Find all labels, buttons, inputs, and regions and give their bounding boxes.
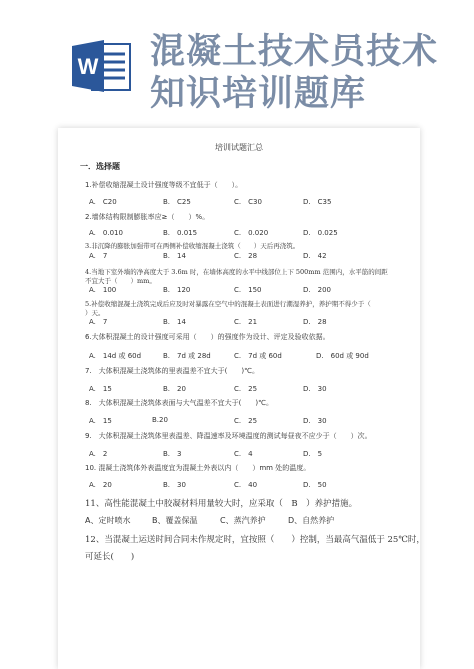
option-b: B.20 bbox=[152, 416, 168, 424]
question-text-cont: 可延长( ) bbox=[85, 552, 135, 562]
page-title-line-2: 知识培训题库 bbox=[150, 73, 367, 114]
question-text: 11、高性能混凝土中胶凝材料用量较大时，应采取（ B ）养护措施。 bbox=[85, 499, 358, 509]
option-b: B. C25 bbox=[163, 198, 191, 206]
svg-text:W: W bbox=[77, 54, 99, 79]
question-text-cont: ）天。 bbox=[85, 309, 105, 317]
option-d: D. 30 bbox=[303, 385, 327, 393]
question-text: 1.补偿收缩混凝土设计强度等级不宜低于（ ）。 bbox=[85, 181, 243, 189]
option-a: A. 100 bbox=[89, 286, 117, 294]
option-c: C. 4 bbox=[234, 450, 253, 458]
option-c: C、蒸汽养护 bbox=[220, 516, 266, 525]
option-c: C. 21 bbox=[234, 318, 258, 326]
option-a: A、定时喷水 bbox=[85, 516, 131, 525]
question-text: 6.大体积混凝土的设计强度可采用（ ）的强度作为设计、评定及验收依据。 bbox=[85, 333, 330, 341]
page-title-line-1: 混凝土技术员技术 bbox=[150, 31, 439, 72]
option-c: C. 40 bbox=[234, 481, 258, 489]
option-b: B. 3 bbox=[163, 450, 182, 458]
option-b: B. 120 bbox=[163, 286, 191, 294]
option-c: C. 25 bbox=[234, 385, 258, 393]
word-doc-icon bbox=[70, 38, 132, 94]
section-heading: 一．选择题 bbox=[80, 162, 120, 171]
option-a: A. 14d 或 60d bbox=[89, 352, 142, 360]
document-title: 培训试题汇总 bbox=[215, 143, 263, 152]
question-text: 9. 大体积混凝土浇筑体里表温差、降温速率及环境温度的测试每昼夜不应少于（ ）次。 bbox=[85, 432, 372, 440]
option-d: D. 50 bbox=[303, 481, 327, 489]
option-a: A. 20 bbox=[89, 481, 112, 489]
option-c: C. 150 bbox=[234, 286, 262, 294]
option-c: C. 25 bbox=[234, 417, 258, 425]
page-header bbox=[0, 0, 474, 128]
question-text: 4.当地下室外墙的净高度大于 3.6m 时，在墙体高度的水平中线部位上下 500mm 范围内，水平筋的间距 bbox=[85, 268, 388, 276]
option-d: D. 42 bbox=[303, 252, 327, 260]
option-d: D. 60d 或 90d bbox=[316, 352, 369, 360]
option-c: C. C30 bbox=[234, 198, 262, 206]
option-b: B. 20 bbox=[163, 385, 186, 393]
option-d: D. 30 bbox=[303, 417, 327, 425]
option-d: D. 28 bbox=[303, 318, 327, 326]
option-b: B、覆盖保温 bbox=[152, 516, 198, 525]
option-a: A. 0.010 bbox=[89, 229, 123, 237]
question-text: 10. 混凝土浇筑体外表温度宜为混凝土外表以内（ ）mm 处的温度。 bbox=[85, 464, 311, 472]
option-a: A. 2 bbox=[89, 450, 108, 458]
option-b: B. 30 bbox=[163, 481, 186, 489]
option-a: A. C20 bbox=[89, 198, 117, 206]
question-text: 3.非沉降的膨胀加强带可在两侧补偿收缩混凝土浇筑（ ）天后再浇筑。 bbox=[85, 242, 300, 250]
document-sheet bbox=[58, 128, 425, 669]
option-c: C. 0.020 bbox=[234, 229, 269, 237]
question-text: 2.墙体结构限制膨胀率应≥（ ）%。 bbox=[85, 213, 210, 221]
option-d: D. 0.025 bbox=[303, 229, 338, 237]
option-a: A. 7 bbox=[89, 252, 108, 260]
option-a: A. 7 bbox=[89, 318, 108, 326]
question-text-cont: 不宜大于（ ）mm。 bbox=[85, 277, 156, 285]
option-a: A. 15 bbox=[89, 417, 112, 425]
option-b: B. 0.015 bbox=[163, 229, 198, 237]
option-d: D. 5 bbox=[303, 450, 323, 458]
option-c: C. 28 bbox=[234, 252, 258, 260]
question-text: 5.补偿收缩混凝土浇筑完成后应及时对暴露在空气中的混凝土表面进行潮湿养护，养护期不得少于（ bbox=[85, 300, 371, 308]
option-d: D、自然养护 bbox=[288, 516, 335, 525]
question-text: 12、当混凝土运送时间合同未作规定时，宜按照（ ）控制，当最高气温低于 25℃时， bbox=[85, 535, 425, 545]
option-a: A. 15 bbox=[89, 385, 112, 393]
option-b: B. 7d 或 28d bbox=[163, 352, 211, 360]
option-b: B. 14 bbox=[163, 252, 186, 260]
question-text: 8. 大体积混凝土浇筑体表面与大气温差不宜大于( )℃。 bbox=[85, 399, 274, 407]
question-text: 7. 大体积混凝土浇筑体的里表温差不宜大于( )℃。 bbox=[85, 367, 260, 375]
option-b: B. 14 bbox=[163, 318, 186, 326]
option-c: C. 7d 或 60d bbox=[234, 352, 282, 360]
option-d: D. 200 bbox=[303, 286, 331, 294]
option-d: D. C35 bbox=[303, 198, 332, 206]
